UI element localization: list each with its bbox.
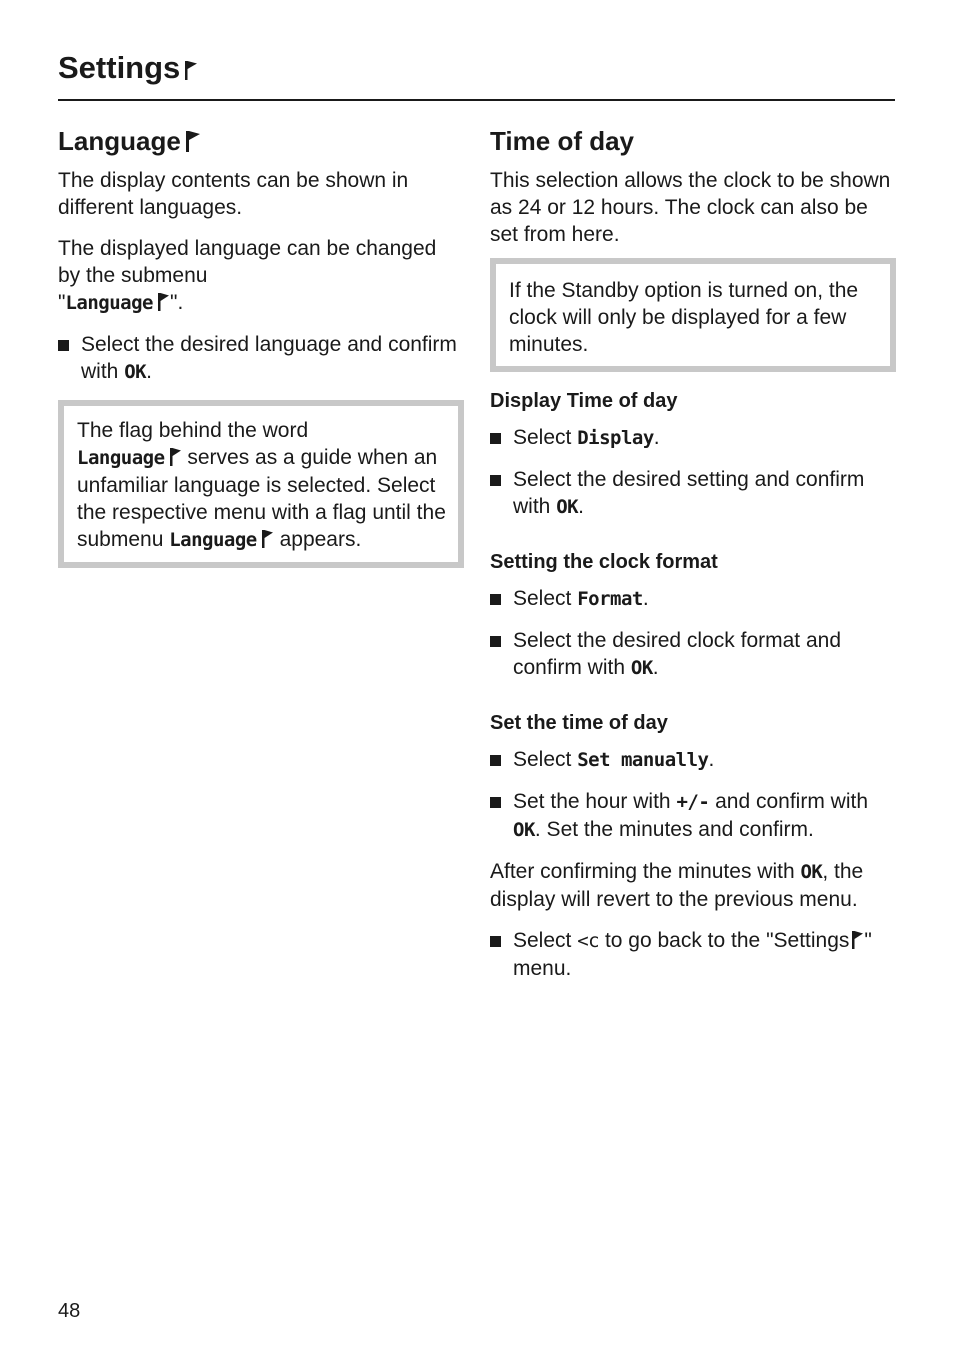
display-text: Set manually <box>577 749 709 771</box>
bullet-square-icon <box>490 636 501 647</box>
bullet-square-icon <box>58 340 69 351</box>
page-number: 48 <box>58 1300 81 1322</box>
time-of-day-heading: Time of day <box>490 126 635 156</box>
display-text: Format <box>577 588 643 610</box>
bullet-square-icon <box>490 594 501 605</box>
flag-icon <box>157 292 170 312</box>
clock-format-heading: Setting the clock format <box>490 551 718 573</box>
display-text: OK <box>513 819 535 841</box>
bullet-square-icon <box>490 475 501 486</box>
set-bullet-2: Set the hour with +/- and confirm with OK. Set the minutes and confirm. <box>490 788 896 844</box>
display-bullet-2: Select the desired setting and confirm with OK. <box>490 466 896 521</box>
back-bullet: Select <c to go back to the "Settings " menu. <box>490 927 896 982</box>
flag-icon <box>261 529 274 549</box>
display-text: <c <box>577 930 600 952</box>
flag-icon <box>851 930 864 950</box>
language-bullet-1: Select the desired language and confirm with OK. <box>58 331 464 386</box>
page-title-text: Settings <box>58 50 181 85</box>
format-bullet-1: Select Format. <box>490 585 896 613</box>
display-bullet-1: Select Display. <box>490 424 896 452</box>
bullet-square-icon <box>490 797 501 808</box>
display-text: Language <box>65 292 153 314</box>
display-text: +/- <box>676 791 710 813</box>
display-text: OK <box>630 657 653 679</box>
set-time-heading: Set the time of day <box>490 712 668 734</box>
after-confirm-para: After confirming the minutes with OK, the display will revert to the previous menu. <box>490 860 864 911</box>
title-rule <box>58 99 895 101</box>
language-section <box>58 125 464 588</box>
flag-icon <box>184 59 198 81</box>
display-time-heading: Display Time of day <box>490 390 678 412</box>
display-text: Language <box>77 447 165 469</box>
language-para-1: The display contents can be shown in different languages. <box>58 169 409 219</box>
set-bullet-1: Select Set manually. <box>490 746 896 774</box>
display-text: Display <box>577 427 654 449</box>
bullet-square-icon <box>490 755 501 766</box>
format-bullet-2: Select the desired clock format and confirm with OK. <box>490 627 896 682</box>
bullet-square-icon <box>490 936 501 947</box>
language-heading: Language <box>58 125 464 157</box>
display-text: Language <box>169 529 257 551</box>
time-of-day-section <box>490 125 896 996</box>
display-text: OK <box>800 861 823 883</box>
page-title <box>58 50 198 86</box>
display-text: OK <box>556 496 579 518</box>
language-note-box: The flag behind the word Language serves as a guide when an unfamiliar language is selected. Select the respective menu with a flag until the submenu Language appears. <box>58 400 464 568</box>
language-para-2: The displayed language can be changed by the submenu "Language ". <box>58 237 437 314</box>
standby-note-box: If the Standby option is turned on, the clock will only be displayed for a few minutes. <box>490 258 896 372</box>
flag-icon <box>169 447 182 467</box>
display-text: OK <box>124 361 147 383</box>
flag-icon <box>185 129 201 153</box>
time-of-day-intro: This selection allows the clock to be shown as 24 or 12 hours. The clock can also be set from here. <box>490 169 891 246</box>
bullet-square-icon <box>490 433 501 444</box>
